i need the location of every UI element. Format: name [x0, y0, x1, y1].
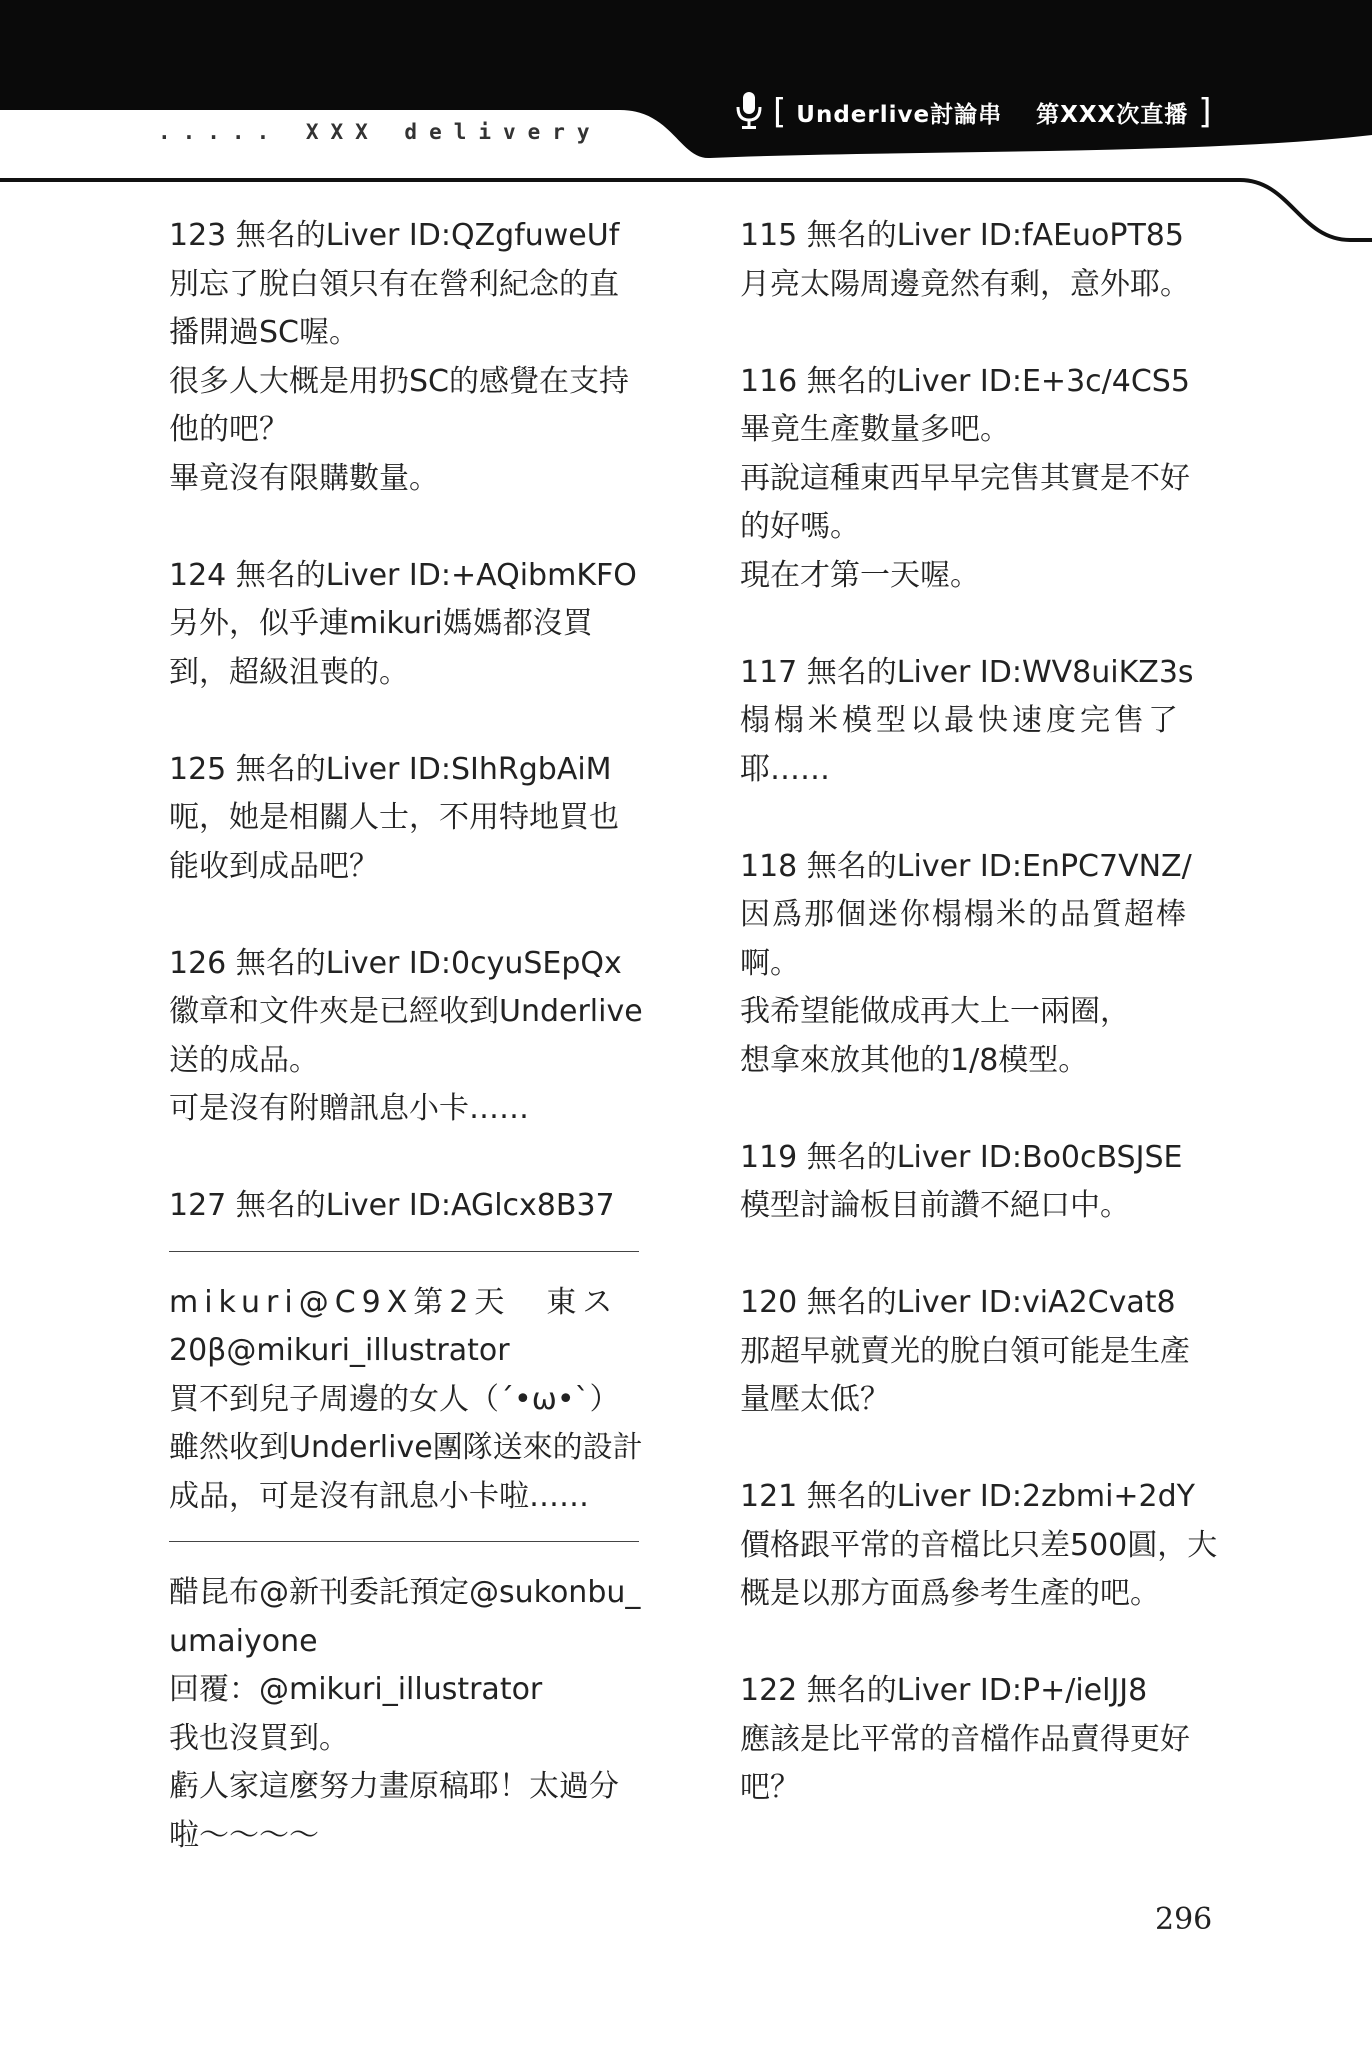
post-119 — [740, 1134, 1220, 1231]
post-line: 月亮太陽周邊竟然有剩，意外耶。 — [740, 266, 1190, 302]
post-line: 能收到成品吧？ — [169, 848, 379, 884]
page-number: 296 — [1155, 1902, 1213, 1937]
post-header: 116 無名的Liver ID:E+3c/4CS5 — [740, 363, 1190, 399]
post-line: 我希望能做成再大上一兩圈， — [740, 994, 1130, 1029]
post-line: 徽章和文件夾是已經收到Underlive — [169, 994, 643, 1029]
post-124 — [169, 552, 647, 698]
post-117 — [740, 649, 1220, 795]
post-header: 126 無名的Liver ID:0cyuSEpQx — [169, 945, 622, 981]
thread-name: Underlive討論串 — [796, 101, 1003, 128]
post-line: 呃，她是相關人士，不用特地買也 — [169, 800, 619, 835]
tweet-line: mikuri@C9X第2天 東ス — [169, 1284, 619, 1320]
post-header: 118 無名的Liver ID:EnPC7VNZ/ — [740, 848, 1192, 884]
post-line: 另外，似乎連mikuri媽媽都沒買 — [169, 606, 593, 641]
quoted-tweet-reply — [169, 1569, 647, 1860]
post-line: 吧？ — [740, 1770, 800, 1805]
post-line: 畢竟生產數量多吧。 — [740, 412, 1010, 447]
thread-title — [735, 90, 1212, 134]
post-line: 因爲那個迷你榻榻米的品質超棒 — [740, 897, 1188, 932]
post-line: 的好嗎。 — [740, 509, 860, 544]
post-line: 那超早就賣光的脫白領可能是生產 — [740, 1333, 1190, 1369]
microphone-icon — [735, 92, 763, 132]
post-line: 畢竟沒有限購數量。 — [169, 460, 439, 496]
post-line: 榻榻米模型以最快速度完售了 — [740, 703, 1182, 738]
post-header: 124 無名的Liver ID:+AQibmKFO — [169, 557, 637, 593]
post-line: 別忘了脫白領只有在營利紀念的直 — [169, 266, 619, 302]
post-125 — [169, 746, 647, 892]
post-line: 模型討論板目前讚不絕口中。 — [740, 1188, 1130, 1223]
post-header: 122 無名的Liver ID:P+/ielJJ8 — [740, 1673, 1148, 1708]
tweet-line: 買不到兒子周邊的女人（´•ω•`） — [169, 1381, 620, 1417]
post-line: 再說這種東西早早完售其實是不好 — [740, 460, 1190, 496]
post-header: 115 無名的Liver ID:fAEuoPT85 — [740, 218, 1184, 253]
running-title: ..... XXX delivery — [158, 120, 602, 144]
tweet-line: 成品，可是沒有訊息小卡啦…… — [169, 1478, 589, 1514]
tweet-line: 醋昆布@新刊委託預定@sukonbu_ — [169, 1575, 641, 1610]
post-line: 到，超級沮喪的。 — [169, 654, 409, 690]
tweet-line: 20β@mikuri_illustrator — [169, 1333, 510, 1368]
left-column — [169, 212, 647, 1860]
post-line: 耶…… — [740, 751, 830, 787]
post-line: 播開過SC喔。 — [169, 315, 359, 350]
post-line: 概是以那方面爲參考生產的吧。 — [740, 1576, 1160, 1611]
post-line: 啊。 — [740, 945, 800, 981]
divider-rule — [169, 1251, 639, 1252]
post-126 — [169, 940, 647, 1134]
post-line: 現在才第一天喔。 — [740, 557, 980, 593]
tweet-line: 雖然收到Underlive團隊送來的設計 — [169, 1430, 643, 1465]
post-line: 送的成品。 — [169, 1042, 319, 1078]
post-121 — [740, 1473, 1220, 1619]
post-120 — [740, 1279, 1220, 1425]
post-header: 127 無名的Liver ID:AGlcx8B37 — [169, 1188, 615, 1223]
bracket-open: [ — [773, 92, 787, 132]
post-header: 125 無名的Liver ID:SIhRgbAiM — [169, 751, 612, 787]
bracket-close: ] — [1198, 92, 1212, 132]
post-116 — [740, 358, 1220, 601]
post-line: 可是沒有附贈訊息小卡…… — [169, 1091, 529, 1126]
post-115 — [740, 212, 1220, 309]
tweet-line: 虧人家這麼努力畫原稿耶！太過分 — [169, 1769, 619, 1804]
post-line: 他的吧？ — [169, 412, 289, 447]
post-line: 很多人大概是用扔SC的感覺在支持 — [169, 363, 629, 399]
tweet-line: 回覆：@mikuri_illustrator — [169, 1672, 543, 1707]
post-header: 119 無名的Liver ID:Bo0cBSJSE — [740, 1139, 1183, 1175]
post-header: 121 無名的Liver ID:2zbmi+2dY — [740, 1479, 1196, 1514]
post-123 — [169, 212, 647, 503]
post-118 — [740, 843, 1220, 1086]
tweet-line: umaiyone — [169, 1623, 318, 1659]
post-header: 117 無名的Liver ID:WV8uiKZ3s — [740, 654, 1194, 690]
post-line: 量壓太低？ — [740, 1382, 890, 1417]
page-header — [0, 0, 1372, 200]
post-header: 120 無名的Liver ID:viA2Cvat8 — [740, 1285, 1176, 1320]
post-line: 應該是比平常的音檔作品賣得更好 — [740, 1721, 1190, 1757]
post-header: 123 無名的Liver ID:QZgfuweUf — [169, 218, 620, 253]
quoted-tweet — [169, 1279, 647, 1522]
right-column — [740, 212, 1220, 1861]
divider-rule — [169, 1541, 639, 1542]
tweet-line: 我也沒買到。 — [169, 1720, 349, 1756]
post-line: 想拿來放其他的1/8模型。 — [740, 1042, 1089, 1078]
thread-subtitle: 第XXX次直播 — [1036, 101, 1189, 128]
post-127 — [169, 1182, 647, 1231]
post-line: 價格跟平常的音檔比只差500圓，大 — [740, 1527, 1218, 1563]
post-122 — [740, 1667, 1220, 1813]
tweet-line: 啦〜〜〜〜 — [169, 1817, 319, 1853]
